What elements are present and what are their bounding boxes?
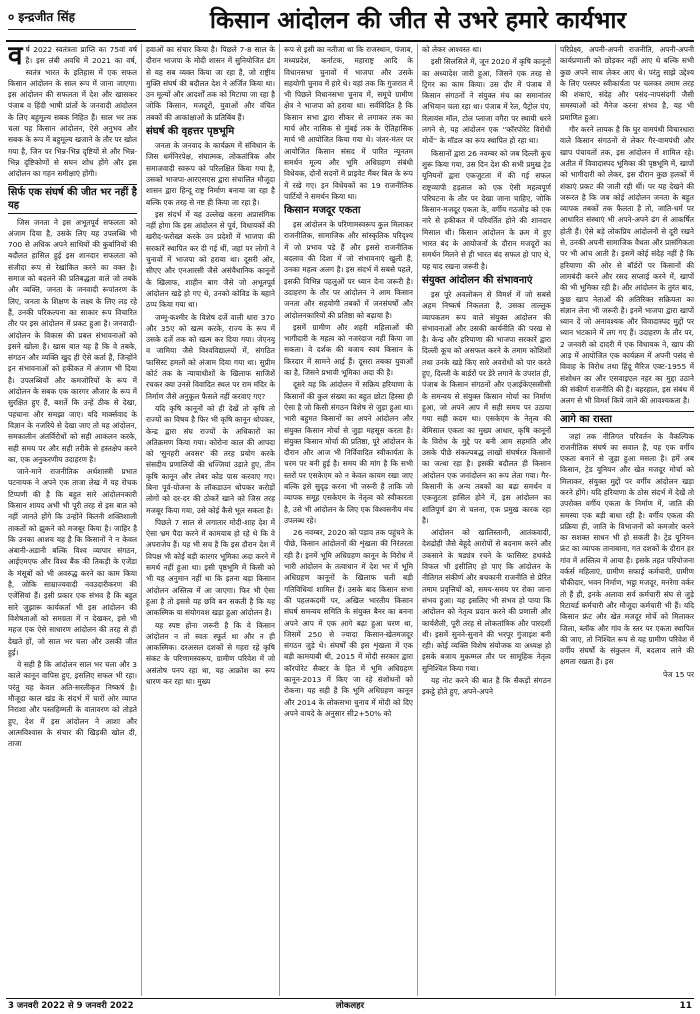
column-divider: [141, 44, 142, 996]
author-divider: [8, 29, 136, 30]
opening-paragraph: वर्ष 2022 स्वतंत्रता प्राप्ति का 75वां वर्ष है। इस लंबी अवधि में 2021 का वर्ष, स्वतंत्र भारत के इतिहास में एक सफल किसान आंदोलन के साल रूप में जाना जाएगा। इस आंदोलन की सफलता में देश और खासकर पंजाब व हिंदी भाषी प्रांतों के जनवादी आंदोलन के लिए बहुमूल्य सबक निहित हैं। साल भर तक चला यह किसान आंदोलन, ऐसे अनुभव और सबक के रूप में बहुमूल्य खजाने के तौर पर खोल गया है, जिन पर भिन्न-भिन्न दृष्टियों से और भिन्न-भिन्न दृष्टिकोणों से सघन शोध होंगे और इस आंदोलन का गहन समीक्षाएं होंगी।: [8, 44, 137, 179]
subheading-farmer-worker-unity: किसान मजदूर एकता: [284, 205, 361, 217]
paragraph: इसी सिलसिले में, जून 2020 में कृषि कानूनों का अध्यादेश जारी हुआ, जिसने एक तरह से ट्रिगर का काम किया। उस दौर में पंजाब में किसान संगठनों ने संयुक्त मंच का समानांतर अभियान चला रहा था। पंजाब में रेल, पैट्रोल पंप, रिलायंस मॉल, टोल प्लाजा वगैरा पर स्थायी धरने लगने से, यह आंदोलन एक ''कॉरपोरेट विरोधी मोर्चे'' के मॉडल का रूप स्थापित हो रहा था।: [422, 57, 551, 146]
article-column-3: [284, 44, 413, 996]
drop-cap: व: [8, 44, 23, 71]
article-column-1: [8, 44, 137, 996]
subheading-way-forward: आगे का रास्ता: [560, 411, 694, 428]
column-divider: [555, 44, 556, 996]
paragraph: जनता के जनवाद के कार्यक्रम में संविधान के जिस धर्मनिरपेक्ष, संघात्मक, लोकतांत्रिक और समाजवादी स्वरूप को परिलक्षित किया गया है, उसको भाजपा-आरएसएस द्वारा संचालित मौजूदा शासन द्वारा हिन्दू राष्ट्र निर्माण बनाया जा रहा है बल्कि एक तरह से नष्ट ही किया जा रहा है।: [146, 141, 275, 207]
paragraph: इस संदर्भ में यह उल्लेख करना अप्रासंगिक नहीं होगा कि इस आंदोलन से पूर्व, विधायकों की खरीद-फरोख्त करके उन प्रदेशों में भाजपा की सरकारें स्थापित कर दी गई थीं, जहां पर लोगों ने चुनावों में भाजपा को हराया था। दूसरी ओर, सीएए और एनआरसी जैसे असंवैधानिक कानूनों के खिलाफ, शाहीन बाग जैसे जो अभूतपूर्व आंदोलन खड़े हो गए थे, उनको कोविड के बहाने ठप्प किया गया था।: [146, 209, 275, 310]
paragraph: जिस जनता ने इस अभूतपूर्व सफलता को अंजाम दिया है, उसके लिए यह उपलब्धि भी 700 से अधिक अपने साथियों की कुर्बानियों की बदौलत हासिल हुई इस शानदार सफलता को संजीदा रूप से रेखांकित करने का वक्त है। समाज को बदलने की प्रतिबद्धता वाले जो तबके और व्यक्ति, जनता के जनवादी रूपांतरण के लिए, जनता के शिक्षण के लक्ष्य के लिए लड़ रहे हैं, उनकी परिकल्पना का साकार रूप विचारित तौर पर इस आंदोलन में प्रकट हुआ है। जनवादी-आंदोलन के विकास की प्रबल संभावनाओं को इसने खोला है। खास बात यह है कि वे तबके, संगठन और व्यक्ति खुद ही ऐसे कर्ता हैं, जिन्होंने इन संभावनाओं को हकीकत में अंजाम भी दिया है। उपलब्धियों और कमजोरियों के रूप में आंदोलन के सबक एक कारगर औजार के रूप में सुरक्षित हुए हैं, बशर्ते कि उन्हें ठीक से देखा, पहचाना और समझा जाए। यदि मार्क्सवाद के विज्ञान के नजरिये से देखा जाए तो यह आंदोलन, समकालीन अंतर्विरोधों को सही आकलन करके, सही समय पर और सही तरीके से हस्तक्षेप करने का, एक अनुकरणीय उदाहरण है।: [8, 217, 137, 464]
paragraph: जहां तक नीतिगत परिवर्तन के वैकल्पिक राजनीतिक संघर्ष का सवाल है, यह एक वर्गीय एकता बनाने से जुड़ा हुआ मसला है। हमें अब किसान, ट्रेड यूनियन और खेत मजदूर मोर्चा को मिलाकर, संयुक्त मुद्दों पर वर्गीय आंदोलन खड़ा करने होंगे। यदि हरियाणा के ठोस संदर्भ में देखें तो उपरोक्त वर्गीय एकता के निर्माण में, जाति की समस्या एक बड़ी बाधा रही है। वर्गीय एकता की प्रक्रिया ही, जाति के विभाजनों को कमजोर करने का सशक्त साधन भी हो सकती है। ट्रेड यूनियन फ्रंट का व्यापक तानाबाना, गत दशकों के दौरान हर गांव में अस्तित्व में आया है। इसके तहत परियोजना वर्कर्स महिलाएं, ग्रामीण सफाई कर्मचारी, ग्रामीण चौकीदार, भवन निर्माण, भट्ठा मजदूर, मनरेगा वर्कर तो हैं ही, इनके अलावा सर्व कर्मचारी संघ से जुड़े रिटायर्ड कर्मचारी और मौजूदा कर्मचारी भी हैं। यदि किसान फ्रंट और खेत मजदूर मोर्चे को मिलाकर जिला, ब्लॉक और गांव के स्तर पर एकता स्थापित की जाए, तो निश्चित रूप से यह ग्रामीण परिवेश में वर्गीय संघर्षों के संकुलन में, बदलाव लाने की क्षमता रखता है। इस: [560, 431, 694, 667]
paragraph: दूसरे यह कि आंदोलन में सक्रिय हरियाणा के किसानों की कुल संख्या का बहुत छोटा हिस्सा ही ऐसा है जो किसी संगठन विशेष से जुड़ा हुआ था। भारी बहुमत किसानों का अपने आंदोलन और संयुक्त किसान मोर्चा से जुड़ा महसूस करता है। संयुक्त किसान मोर्चा की प्रतिष्ठा, पूरे आंदोलन के दौरान और आज भी निर्विवादित स्वीकार्यता के चरम पर बनी हुई है। समय की मांग है कि सभी स्तरों पर एसकेएम को न केवल कायम रखा जाए बल्कि इसे सुदृढ़ करना भी जरूरी है ताकि जो व्यापक समूह एसकेएम के नेतृत्व को स्वीकारता है, उसे भी आंदोलन के लिए एक विश्वसनीय मंच उपलब्ध रहे।: [284, 380, 413, 525]
continued-on-page: पेज 15 पर: [662, 669, 694, 679]
paragraph: परिप्रेक्ष्य, अपनी-अपनी राजनीति, अपनी-अपनी कार्यप्रणाली को छोड़कर नहीं आए थे बल्कि सभी कुछ अपने साथ लेकर आए थे। परंतु साझे उद्देश्य के लिए परस्पर स्वीकार्यता पर चलकर तमाम तरह की शंकाएं, संदेह और पसंद-नापसंदगी जैसी समस्याओं को मैनेज करना संभव है, यह भी प्रमाणित हुआ।: [560, 45, 694, 122]
paragraph: यदि कृषि कानूनों को ही देखें तो कृषि तो राज्यों का विषय है फिर भी कृषि कानून थोपकर, केन्द्र द्वारा संघ राज्यों के अधिकारों का अतिक्रमण किया गया। कोरोना काल की आपदा को 'सुनहरी अवसर' की तरह प्रयोग करके संसदीय प्रणालियों की धज्जियां उड़ाते हुए, तीन कृषि कानून और लेबर कोड पास करवाए गए। बिना पूर्व-योजना के लॉकडाउन थोपकर करोड़ों लोगों को दर-दर की ठोकरें खाने को जिस तरह मजबूर किया गया, उसे कोई कैसे भूल सकता है।: [146, 403, 275, 515]
paragraph: यह स्पष्ट होना जरूरी है कि ये किसान आंदोलन न तो स्वतः स्फूर्त था और न ही आकस्मिक। दरअसल दशकों से गहरा रहे कृषि संकट के परिणामस्वरूप, ग्रामीण परिवेश में जो असंतोष पनप रहा था, यह आक्रोश का रूप धारण कर रहा था। मुख्य: [146, 620, 275, 687]
article-column-4: [422, 44, 551, 996]
paragraph: हवाओं का संचार किया है। पिछले 7-8 साल के दौरान भाजपा के मोदी शासन में सुनियोजित ढंग से यह सब व्यक्त किया जा रहा है, जो राष्ट्रीय मुक्ति संघर्ष की बदौलत देश ने अर्जित किया था। उन मूल्यों और आदर्शों तक को मिटाया जा रहा है जोकि किसान, मजदूरों, युवाओं और वंचित तबकों की आकांक्षाओं के प्रतिबिंब हैं।: [146, 45, 275, 122]
paragraph: रूप से इसी का नतीजा था कि राजस्थान, पंजाब, मध्यप्रदेश, कर्नाटक, महाराष्ट्र आदि के विधानसभा चुनावों में भाजपा और उसके सहयोगी चुनाव में हारे थे। यहां तक कि गुजरात में भी पिछले विधानसभा चुनाव में, समूचे ग्रामीण क्षेत्र ने भाजपा को हराया था। सर्वविदित है कि किसान सभा द्वारा सीकर से लगाकर तक का मार्च और नासिक से मुंबई तक के ऐतिहासिक मार्च भी आयोजित किया गया थे। जंतर-मंतर पर आयोजित किसान संसद में पारित न्यूनतम समर्थन मूल्य और भूमि अधिग्रहण संबंधी विधेयक, दोनों सदनों में प्राइवेट मैंबर बिल के रूप में रखे गए। इन विधेयकों का 19 राजनीतिक पार्टियों ने समर्थन किया था।: [284, 45, 413, 201]
paragraph: किसानों द्वारा 26 नवम्बर को जब दिल्ली कूच शुरू किया गया, उस दिन देश की सभी प्रमुख ट्रेड यूनियनों द्वारा एकजुटता में की गई सफल राष्ट्रव्यापी हड़ताल को एक ऐसी महत्वपूर्ण परिघटना के तौर पर देखा जाना चाहिए, जोकि किसान-मजदूर एकता के, वर्गीय गठजोड़ को एक नारे से हकीकत में परिवर्तित होने की शानदार मिसाल थी। किसान आंदोलन के क्रम में हुए भारत बंद के आयोजनों के दौरान मजदूरों का समर्थन मिलने से ही भारत बंद सफल हो पाए थे, यह याद रखना जरूरी है।: [422, 148, 551, 271]
subheading-joint-movement: संयुक्त आंदोलन की संभावनाएं: [422, 274, 533, 286]
paragraph: पिछले 7 साल से लगातार मोदी-शाह देश में ऐसा भ्रम पैदा करने में कामयाब हो रहे थे कि वे अपराजेय हैं। यह भी सच है कि इस दौरान देश में विपक्ष भी कोई बड़ी कारगर भूमिका अदा करने में समर्थ नहीं हुआ था। इसी पृष्ठभूमि में किसी को भी यह अनुमान नहीं था कि इतना बड़ा किसान आंदोलन अस्तित्व में आ जाएगा। फिर भी ऐसा हुआ है तो इससे यह छवि बन सकती है कि यह आकस्मिक या संयोगवश खड़ा हुआ आंदोलन है।: [146, 517, 275, 618]
paragraph: आंदोलन को खालिस्तानी, आतंकवादी, देशद्रोही जैसे बेहूदे आरोपों से बदनाम करने और उकसाने के षड्यंत्र रचने के फासिस्ट हथकंडे विफल भी इसीलिए हो पाए कि आंदोलन के नीतिगत संकीर्ण और बचकानी राजनीति से प्रेरित तमाम प्रवृत्तियों को, समय-समय पर रोका जाना संभव हुआ। यह इसलिए भी संभव हो पाया कि आंदोलन को नेतृत्व प्रदान करने की प्रणाली और कार्यशैली, पूरी तरह से लोकतांत्रिक और पारदर्शी थी। इसमें सुनने-सुनाने की भरपूर गुंजाइश बनी रही। कोई व्यक्ति विशेष संयोजक या अध्यक्ष हो इसके बजाय मुकम्मल तौर पर सामूहिक नेतृत्व सुनिश्चित किया गया।: [422, 528, 551, 673]
paragraph: गौर करने लायक है कि घुर वामपंथी विचारधारा वाले किसान संगठनों से लेकर गैर-वामपंथी और खाप पंचायतों तक, इस आंदोलन में शामिल रहे। अतीत में विवादास्पद भूमिका की पृष्ठभूमि में, खापों को भागीदारी को लेकर, इस दौरान कुछ हलकों में शंकाएं प्रकट की जाती रही थीं। पर यह देखने की जरूरत है कि जब कोई आंदोलन जनता के बहुत व्यापक तबकों तक फैलता है तो, जाति-धर्म पर आधारित संस्थाएं भी अपने-अपने ढंग से आकर्षित होती हैं। ऐसे बड़े लोकप्रिय आंदोलनों से दूरी रखने से, उनकी अपनी सामाजिक वैधता और प्रासंगिकता पर भी आंच आती है। इसमें कोई संदेह नहीं है कि हरियाणा की ओर से बॉर्डरों पर किसानों की लामबंदी करने और रसद सप्लाई करने में, खापों की भी भूमिका रही है। और आंदोलन के तुरंत बाद, कुछ खाप नेताओं की अतिरिक्त सक्रियता का संज्ञान लेना भी जरूरी है। इनमें भाजपा द्वारा खापों ध्यान दें जो अनावश्यक और विवादास्पद मुद्दों पर ध्यान भटकाने में लग गए हैं। उदाहरण के तौर पर, 2 जनवरी को दादरी में एक विधायक ने, खाप की आड़ में आयोजित एक कार्यक्रम में अपनी पसंद से विवाह के विरोध तथा हिंदू मैरिज एक्ट-1955 में संशोधन का और एसवाइएल नहर का मुद्दा उठाने की संकीर्ण राजनीति की है। बहरहाल, इस संबंध में अलग से भी विमर्श किये जाने की आवश्यकता है।: [560, 125, 694, 406]
page-number: 11: [679, 1001, 692, 1011]
paragraph: जम्मू-कश्मीर के विशेष दर्जे वाली धारा 370 और 35ए को खत्म करके, राज्य के रूप में उसके दर्जे तक को खत्म कर दिया गया। जेएनयू व जामिया जैसे विश्वविद्यालयों में, संगठित फासिस्ट हमलों को अंजाम दिया गया था। सुप्रीम कोर्ट तक के न्यायाधीशों के खिलाफ साजिशें रचकर क्या उनसे विवादित स्थल पर राम मंदिर के निर्माण जैसे अनुकूल फैसले नहीं करवाए गए?: [146, 312, 275, 401]
paragraph: इसमें ग्रामीण और शहरी महिलाओं की भागीदारी के महत्व को नजरंदाज नहीं किया जा सकता। वे दर्शक की बजाय स्वयं किसान के किरदार में सामने आई हैं। दूसरा तबका युवाओं का है, जिसने प्रभावी भूमिका अदा की है।: [284, 322, 413, 378]
article-column-5: [560, 44, 694, 996]
paragraph: इस आंदोलन के परिणामस्वरूप कुल मिलाकर राजनीतिक, सामाजिक और सांस्कृतिक परिदृश्य में जो प्रभाव पड़े हैं और इससे राजनीतिक बदलाव की दिशा में जो संभावनाएं खुली हैं, उनका महत्व अलग है। इस संदर्भ में सबसे पहले, इसकी विभिन्न पहलुओं पर ध्यान देना जरूरी है। उदाहरण के तौर पर आंदोलन ने आम किसान जनता और सहयोगी तबकों में जनसंघर्षों और आंदोलनकारियों की प्रतिष्ठा को बढ़ाया है।: [284, 220, 413, 320]
subheading-background: संघर्ष की वृहत्तर पृष्ठभूमि: [146, 126, 235, 138]
paragraph: ये सही है कि आंदोलन साल भर चला और 3 काले कानून वापिस हुए, इसलिए सफल भी रहा। परंतु यह केवल अति-सरलीकृत निष्कर्ष है। मौजूदा काल खंड के संदर्भ में चारों ओर व्याप्त निराशा और पस्तहिम्मती के वातावरण को तोड़ते हुए, देश में इस आंदोलन ने आशा और आत्मविश्वास के संचार की खिड़की खोल दी, ताजा: [8, 660, 137, 749]
article-headline: किसान आंदोलन की जीत से उभरे हमारे कार्यभार: [209, 6, 627, 34]
column-divider: [417, 44, 418, 996]
article-column-2: [146, 44, 275, 996]
subheading-not-just-victory: सिर्फ एक संघर्ष की जीत भर नहीं है यह: [8, 184, 137, 214]
paragraph: यह नोट करने की बात है कि सैकड़ों संगठन इकट्ठे होते हुए, अपने-अपने: [422, 676, 551, 697]
headline-divider: [6, 40, 694, 42]
paragraph: को लेकर आश्वस्त था।: [422, 45, 482, 54]
paragraph: 26 नवम्बर, 2020 को पड़ाव तक पहुंचने के पीछे, किसान आंदोलनों की शृंखला की निरंतरता रही है। इनमें भूमि अधिग्रहण कानून के विरोध में भारी आंदोलन के तत्वाधान में देश भर में भूमि अधिग्रहण कानूनों के खिलाफ चली बड़ी गतिविधियां शामिल हैं। उसके बाद किसान सभा की पहलकदमी पर, अखिल भारतीय किसान संघर्ष समन्वय समिति के संयुक्त बैनर का बनना अपने आप में एक आगे बढ़ा हुआ चरण था, जिसमें 250 से ज्यादा किसान-खेतमजदूर संगठन जुड़े थे। संघर्षों की इस शृंखला में एक बड़ी कामयाबी थी, 2015 में मोदी सरकार द्वारा कॉरपोरेट सैक्टर के हित में भूमि अधिग्रहण कानून-2013 में किए जा रहे संशोधनों को रोकना। यह सही है कि भूमि अधिग्रहण कानून और 2014 के लोकसभा चुनाव में मोदी को दिए अपने वायदे के अनुसार सी2+50% को: [284, 528, 413, 718]
issue-date: 3 जनवरी 2022 से 9 जनवरी 2022: [8, 1001, 134, 1011]
column-divider: [279, 44, 280, 996]
paragraph: जाने-माने राजनीतिक अर्थशास्त्री प्रभात पटनायक ने अपने एक ताजा लेख में यह रोचक टिप्पणी की है कि बहुत सारे आंदोलनकारी किसान शायद अभी भी पूरी तरह से इस बात को नहीं जानते होंगे कि उन्होंने कितनी शक्तिशाली ताकतों को झुकने को मजबूर किया है। जाहिर है कि उनका आशय यह है कि किसानों ने न केवल अंबानी-अडानी बल्कि विश्व व्यापार संगठन, आईएमएफ और विश्व बैंक की तिकड़ी के एजेंडा के मंसूबों को भी अवरुद्ध करने का काम किया है, जोकि साम्राज्यवादी नवउदारीकरण की एजेंसियां हैं। इसी प्रकार एक संभव है कि बहुत सारे जुझारू कार्यकर्ता भी इस आंदोलन की विशेषताओं को समग्रता में न देखकर, इसे भी महज एक ऐसे साधारण आंदोलन की तरह से ही देखते हों, जो साल भर चला और उसकी जीत हुई।: [8, 467, 137, 657]
author-byline: ० इन्द्रजीत सिंह: [8, 10, 76, 24]
paragraph: इस पूरे अवलोकन से विमर्श में जो सबसे अहम निष्कर्ष निकलता है, उसका ताल्लुक व्यापकतम रूप वाले संयुक्त आंदोलन की संभावनाओं और उसकी कार्यनीति की परख से है। केन्द्र और हरियाणा की भाजपा सरकारें द्वारा दिल्ली कूच को असफल करने के तमाम कोशिशों तथा उनके खड़े किए सारे अवरोधों को पार करते हुए, दिल्ली के बार्डरों पर डेरे लगाने के उपरांत ही, पंजाब के किसान संगठनों और एआईकेएससीसी के समन्वय से संयुक्त किसान मोर्चा का निर्माण हुआ, जो अपने आप में सही समय पर उठाया गया सही कदम था। एसकेएम के नेतृत्व की बेमिसाल एकता का मुख्य आधार, कृषि कानूनों के विरोध के मुद्दे पर बनी आम सहमति और उसके पीछे संकल्पबद्ध लाखों संघर्षरत किसानों का जत्था रहा है। इसकी बदौलत ही किसान आंदोलन एक जनांदोलन का रूप लेता गया। गैर-किसानी के अन्य तबकों का बढ़ा समर्थन व एकजुटता हासिल होने में, इस आंदोलन का शांतिपूर्ण ढंग से चलना, एक प्रमुख कारक रहा है।: [422, 289, 551, 525]
publication-name: लोकलहर: [335, 1001, 365, 1011]
